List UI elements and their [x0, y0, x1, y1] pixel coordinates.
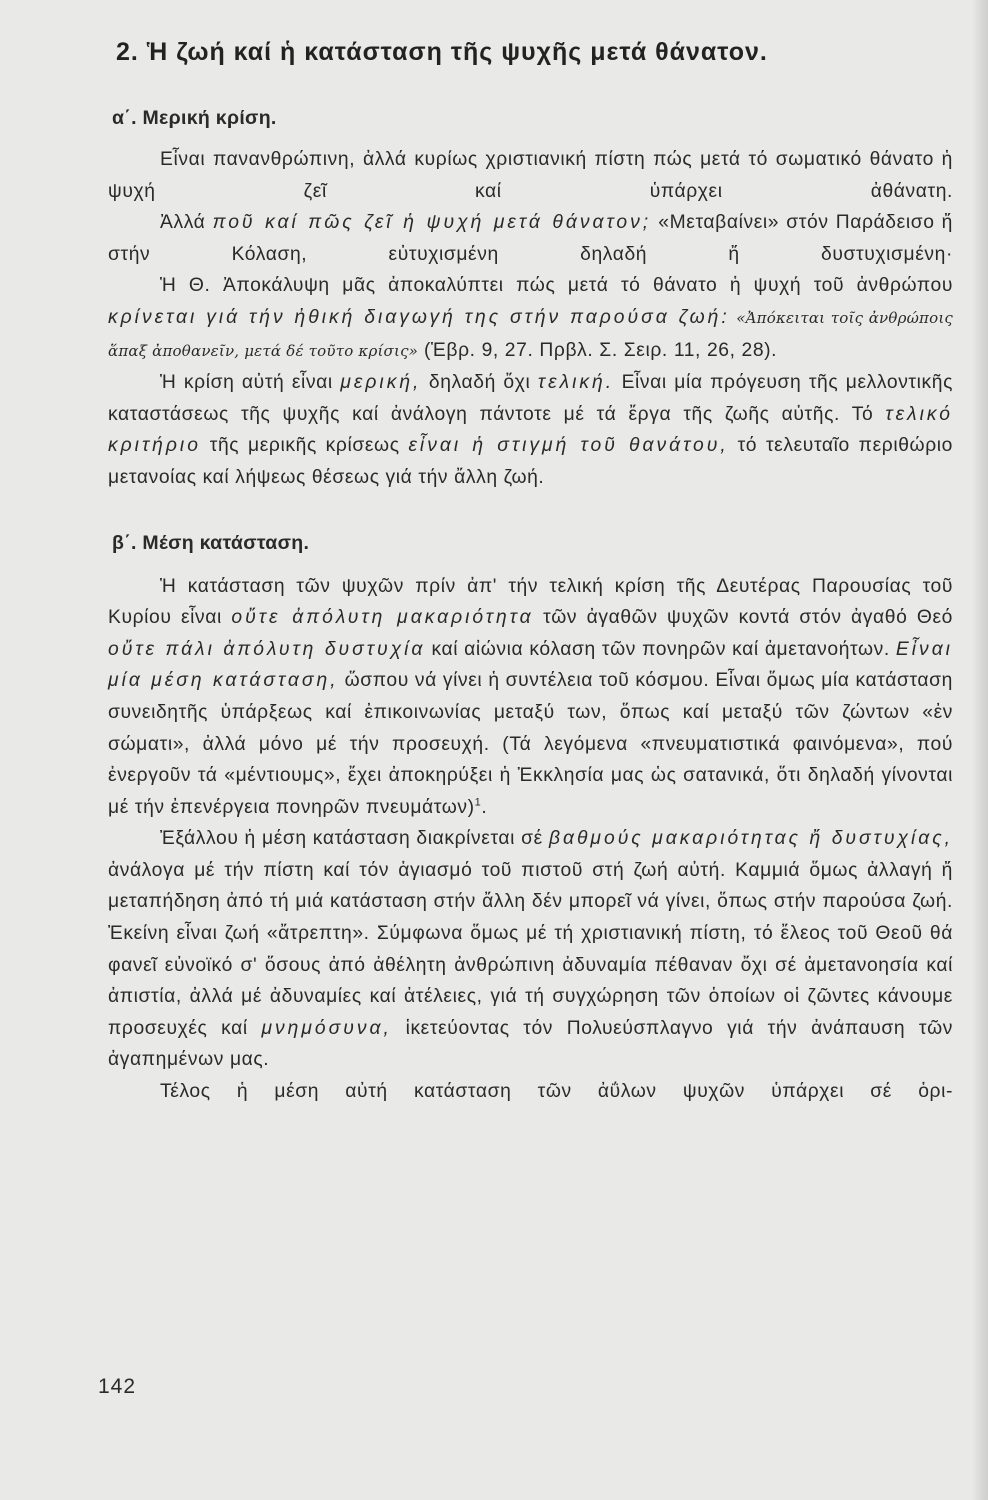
section-a-paragraph-1: Εἶναι πανανθρώπινη, ἀλλά κυρίως χριστιανική πίστη πώς μετά τό σωματικό θάνατο ἡ ψυχή ζεῖ καί ὑπάρχει ἀθάνατη. [108, 149, 953, 202]
section-a-paragraph-2: Ἀλλά ποῦ καί πῶς ζεῖ ἡ ψυχή μετά θάνατον; «Μεταβαίνει» στόν Παράδεισο ἤ στήν Κόλαση, εὐτυχισμένη δηλαδή ἤ δυστυχισμένη· [108, 212, 953, 265]
page-number: 142 [98, 1375, 137, 1398]
page-edge-shadow [972, 0, 988, 1500]
section-b-paragraph-2: Ἐξάλλου ἡ μέση κατάσταση διακρίνεται σέ βαθμούς μακαριότητας ἤ δυστυχίας, ἀνάλογα μέ τήν πίστη καί τόν ἁγιασμό τοῦ πιστοῦ στή ζωή αὐτή. Καμμιά ὅμως ἀλλαγή ἤ μεταπήδηση ἀπό τή μιά κατάσταση στήν ἄλλη δέν μπορεῖ νά γίνει, ὅπως στήν παρούσα ζωή. Ἐκείνη εἶναι ζωή «ἄτρεπτη». Σύμφωνα ὅμως μέ τή χριστιανική πίστη, τό ἔλεος τοῦ Θεοῦ θά φανεῖ εὐνοϊκό σ' ὅσους ἀπό ἀθέλητη ἀνθρώπινη ἀδυναμία πέθαναν ὄχι σέ ἀμετανοησία καί ἀπιστία, ἀλλά μέ ἀδυναμίες καί ἀτέλειες, γιά τή συγχώρηση τῶν ὁποίων οἱ ζῶντες κάνουμε προσευχές καί μνημόσυνα, ἱκετεύοντας τόν Πολυεύσπλαγνο γιά τήν ἀνάπαυση τῶν ἀγαπημένων μας. [108, 828, 954, 1071]
section-a-paragraph-3: Ἡ Θ. Ἀποκάλυψη μᾶς ἀποκαλύπτει πώς μετά τό θάνατο ἡ ψυχή τοῦ ἀνθρώπου κρίνεται γιά τήν ἠθική διαγωγή της στήν παρούσα ζωή: «Ἀπόκειται τοῖς ἀνθρώποις ἅπαξ ἀποθανεῖν, μετά δέ τοῦτο κρίσις» (Ἑβρ. 9, 27. Πρβλ. Σ. Σειρ. 11, 26, 28). [108, 275, 954, 361]
section-a-heading: α΄. Μερική κρίση. [112, 107, 277, 129]
scripture-quote: «Ἀπόκειται τοῖς ἀνθρώποις ἅπαξ ἀποθανεῖν, μετά δέ τοῦτο κρίσις» [108, 308, 954, 360]
section-a-paragraph-4: Ἡ κρίση αὐτή εἶναι μερική, δηλαδή ὄχι τελική. Εἶναι μία πρόγευση τῆς μελλοντικῆς καταστάσεως τῆς ψυχῆς καί ἀνάλογη πάντοτε μέ τά ἔργα τῆς ζωῆς αὐτῆς. Τό τελικό κριτήριο τῆς μερικῆς κρίσεως εἶναι ἡ στιγμή τοῦ θανάτου, τό τελευταῖο περιθώριο μετανοίας καί λήψεως θέσεως γιά τήν ἄλλη ζωή. [108, 372, 953, 488]
section-b-paragraph-1: Ἡ κατάσταση τῶν ψυχῶν πρίν ἀπ' τήν τελική κρίση τῆς Δευτέρας Παρουσίας τοῦ Κυρίου εἶναι οὔτε ἀπόλυτη μακαριότητα τῶν ἀγαθῶν ψυχῶν κοντά στόν ἀγαθό Θεό οὔτε πάλι ἀπόλυτη δυστυχία καί αἰώνια κόλαση τῶν πονηρῶν καί ἀμετανοήτων. Εἶναι μία μέση κατάσταση, ὥσπου νά γίνει ἡ συντέλεια τοῦ κόσμου. Εἶναι ὅμως μία κατάσταση συνειδητῆς ὑπάρξεως καί ἐπικοινωνίας μεταξύ των, ὅπως καί μεταξύ τῶν ζώντων «ἐν σώματι», ἀλλά μόνο μέ τήν προσευχή. (Τά λεγόμενα «πνευματιστικά φαινόμενα», πού ἐνεργοῦν τά «μέντιουμς», ἔχει ἀποκηρύξει ἡ Ἐκκλησία μας ὡς σατανικά, ὅτι δηλαδή γίνονται μέ τήν ἐπενέργεια πονηρῶν πνευμάτων)$^1$. [108, 575, 954, 818]
book-page [108, 38, 953, 1108]
footnote-marker: 1 [474, 796, 482, 809]
section-b-heading: β΄. Μέση κατάσταση. [112, 531, 310, 554]
section-b-paragraph-3: Τέλος ἡ μέση αὐτή κατάσταση τῶν ἀΰλων ψυχῶν ὑπάρχει σέ ὁρι- [160, 1081, 953, 1103]
chapter-title: 2. Ἡ ζωή καί ἡ κατάσταση τῆς ψυχῆς μετά θάνατον. [116, 38, 768, 66]
